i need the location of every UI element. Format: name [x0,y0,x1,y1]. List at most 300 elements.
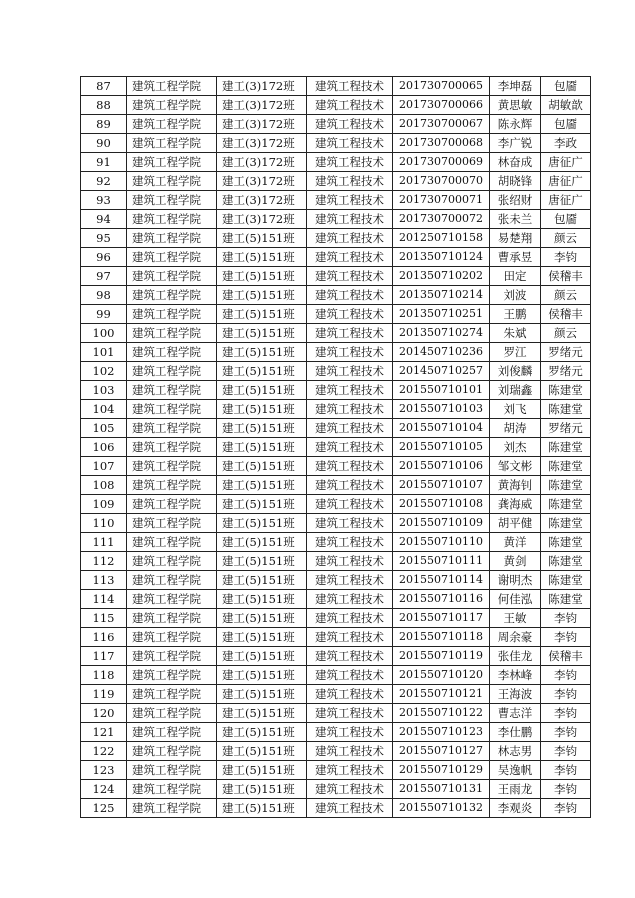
tutor-cell: 侯稽丰 [541,267,591,286]
row-number-cell: 108 [81,476,127,495]
table-row [81,305,591,324]
tutor-cell: 陈建堂 [541,476,591,495]
tutor-cell: 李政 [541,134,591,153]
row-number-cell: 121 [81,723,127,742]
table-row [81,685,591,704]
row-number-cell: 113 [81,571,127,590]
tutor-cell: 陈建堂 [541,590,591,609]
student-id-cell: 201550710118 [393,628,490,647]
student-id-cell: 201550710107 [393,476,490,495]
class-cell: 建工(5)151班 [217,742,307,761]
college-cell: 建筑工程学院 [127,476,217,495]
tutor-cell: 罗绪元 [541,362,591,381]
major-cell: 建筑工程技术 [307,96,393,115]
major-cell: 建筑工程技术 [307,153,393,172]
tutor-cell: 侯稽丰 [541,647,591,666]
row-number-cell: 105 [81,419,127,438]
table-row [81,419,591,438]
student-id-cell: 201550710103 [393,400,490,419]
student-id-cell: 201350710214 [393,286,490,305]
tutor-cell: 陈建堂 [541,438,591,457]
college-cell: 建筑工程学院 [127,438,217,457]
class-cell: 建工(3)172班 [217,134,307,153]
college-cell: 建筑工程学院 [127,761,217,780]
class-cell: 建工(5)151班 [217,476,307,495]
student-name-cell: 李坤磊 [490,77,541,96]
row-number-cell: 120 [81,704,127,723]
student-name-cell: 李林峰 [490,666,541,685]
roster-table-body [81,77,591,818]
student-name-cell: 何佳泓 [490,590,541,609]
class-cell: 建工(5)151班 [217,438,307,457]
table-row [81,153,591,172]
row-number-cell: 106 [81,438,127,457]
student-id-cell: 201550710114 [393,571,490,590]
major-cell: 建筑工程技术 [307,438,393,457]
college-cell: 建筑工程学院 [127,172,217,191]
student-name-cell: 刘杰 [490,438,541,457]
tutor-cell: 唐征广 [541,153,591,172]
class-cell: 建工(5)151班 [217,799,307,818]
class-cell: 建工(5)151班 [217,267,307,286]
student-id-cell: 201730700071 [393,191,490,210]
student-name-cell: 田定 [490,267,541,286]
student-name-cell: 朱斌 [490,324,541,343]
class-cell: 建工(3)172班 [217,153,307,172]
student-name-cell: 曹志洋 [490,704,541,723]
row-number-cell: 90 [81,134,127,153]
student-name-cell: 黄海钊 [490,476,541,495]
student-name-cell: 黄思敏 [490,96,541,115]
student-name-cell: 胡涛 [490,419,541,438]
student-id-cell: 201550710121 [393,685,490,704]
major-cell: 建筑工程技术 [307,343,393,362]
table-row [81,571,591,590]
major-cell: 建筑工程技术 [307,742,393,761]
student-id-cell: 201730700065 [393,77,490,96]
student-id-cell: 201550710105 [393,438,490,457]
college-cell: 建筑工程学院 [127,343,217,362]
tutor-cell: 李钧 [541,685,591,704]
major-cell: 建筑工程技术 [307,799,393,818]
student-name-cell: 王海波 [490,685,541,704]
tutor-cell: 罗绪元 [541,343,591,362]
major-cell: 建筑工程技术 [307,115,393,134]
major-cell: 建筑工程技术 [307,666,393,685]
row-number-cell: 98 [81,286,127,305]
class-cell: 建工(5)151班 [217,324,307,343]
student-id-cell: 201450710236 [393,343,490,362]
major-cell: 建筑工程技术 [307,381,393,400]
college-cell: 建筑工程学院 [127,571,217,590]
college-cell: 建筑工程学院 [127,457,217,476]
tutor-cell: 侯稽丰 [541,305,591,324]
class-cell: 建工(5)151班 [217,666,307,685]
tutor-cell: 李钧 [541,704,591,723]
student-name-cell: 曹承昱 [490,248,541,267]
class-cell: 建工(5)151班 [217,780,307,799]
class-cell: 建工(5)151班 [217,647,307,666]
class-cell: 建工(5)151班 [217,381,307,400]
class-cell: 建工(3)172班 [217,172,307,191]
table-row [81,229,591,248]
table-row [81,742,591,761]
college-cell: 建筑工程学院 [127,533,217,552]
major-cell: 建筑工程技术 [307,761,393,780]
student-id-cell: 201550710122 [393,704,490,723]
class-cell: 建工(5)151班 [217,533,307,552]
table-row [81,96,591,115]
table-row [81,343,591,362]
table-row [81,191,591,210]
table-row [81,115,591,134]
major-cell: 建筑工程技术 [307,362,393,381]
class-cell: 建工(5)151班 [217,761,307,780]
student-id-cell: 201550710120 [393,666,490,685]
class-cell: 建工(3)172班 [217,115,307,134]
college-cell: 建筑工程学院 [127,229,217,248]
student-id-cell: 201550710132 [393,799,490,818]
college-cell: 建筑工程学院 [127,628,217,647]
college-cell: 建筑工程学院 [127,286,217,305]
student-id-cell: 201550710123 [393,723,490,742]
major-cell: 建筑工程技术 [307,590,393,609]
college-cell: 建筑工程学院 [127,210,217,229]
table-row [81,647,591,666]
row-number-cell: 89 [81,115,127,134]
tutor-cell: 颜云 [541,229,591,248]
student-id-cell: 201550710127 [393,742,490,761]
major-cell: 建筑工程技术 [307,134,393,153]
student-id-cell: 201550710111 [393,552,490,571]
college-cell: 建筑工程学院 [127,685,217,704]
major-cell: 建筑工程技术 [307,495,393,514]
table-row [81,286,591,305]
college-cell: 建筑工程学院 [127,324,217,343]
row-number-cell: 88 [81,96,127,115]
table-row [81,495,591,514]
row-number-cell: 117 [81,647,127,666]
student-id-cell: 201450710257 [393,362,490,381]
student-name-cell: 李观炎 [490,799,541,818]
class-cell: 建工(5)151班 [217,305,307,324]
tutor-cell: 李钧 [541,742,591,761]
class-cell: 建工(5)151班 [217,495,307,514]
table-row [81,438,591,457]
student-id-cell: 201550710129 [393,761,490,780]
row-number-cell: 93 [81,191,127,210]
student-name-cell: 罗江 [490,343,541,362]
table-row [81,533,591,552]
table-row [81,324,591,343]
row-number-cell: 111 [81,533,127,552]
college-cell: 建筑工程学院 [127,552,217,571]
table-row [81,761,591,780]
row-number-cell: 91 [81,153,127,172]
class-cell: 建工(3)172班 [217,96,307,115]
major-cell: 建筑工程技术 [307,704,393,723]
class-cell: 建工(3)172班 [217,210,307,229]
class-cell: 建工(5)151班 [217,609,307,628]
college-cell: 建筑工程学院 [127,96,217,115]
tutor-cell: 陈建堂 [541,533,591,552]
college-cell: 建筑工程学院 [127,780,217,799]
row-number-cell: 100 [81,324,127,343]
college-cell: 建筑工程学院 [127,723,217,742]
table-row [81,248,591,267]
row-number-cell: 102 [81,362,127,381]
row-number-cell: 118 [81,666,127,685]
tutor-cell: 李钧 [541,780,591,799]
major-cell: 建筑工程技术 [307,267,393,286]
tutor-cell: 李钧 [541,723,591,742]
table-row [81,552,591,571]
tutor-cell: 颜云 [541,286,591,305]
tutor-cell: 唐征广 [541,191,591,210]
row-number-cell: 101 [81,343,127,362]
major-cell: 建筑工程技术 [307,229,393,248]
class-cell: 建工(5)151班 [217,400,307,419]
college-cell: 建筑工程学院 [127,799,217,818]
student-name-cell: 王敏 [490,609,541,628]
table-row [81,590,591,609]
row-number-cell: 107 [81,457,127,476]
major-cell: 建筑工程技术 [307,533,393,552]
student-name-cell: 林志男 [490,742,541,761]
table-row [81,628,591,647]
table-row [81,799,591,818]
major-cell: 建筑工程技术 [307,324,393,343]
student-name-cell: 王雨龙 [490,780,541,799]
student-id-cell: 201730700070 [393,172,490,191]
tutor-cell: 李钧 [541,248,591,267]
tutor-cell: 罗绪元 [541,419,591,438]
row-number-cell: 110 [81,514,127,533]
student-id-cell: 201250710158 [393,229,490,248]
class-cell: 建工(5)151班 [217,343,307,362]
row-number-cell: 99 [81,305,127,324]
student-roster-table [80,76,591,818]
table-row [81,514,591,533]
table-row [81,609,591,628]
student-id-cell: 201350710124 [393,248,490,267]
major-cell: 建筑工程技术 [307,77,393,96]
tutor-cell: 李钧 [541,799,591,818]
college-cell: 建筑工程学院 [127,495,217,514]
major-cell: 建筑工程技术 [307,191,393,210]
student-id-cell: 201550710109 [393,514,490,533]
college-cell: 建筑工程学院 [127,647,217,666]
student-name-cell: 刘俊麟 [490,362,541,381]
row-number-cell: 119 [81,685,127,704]
student-name-cell: 周余豪 [490,628,541,647]
class-cell: 建工(5)151班 [217,362,307,381]
college-cell: 建筑工程学院 [127,590,217,609]
student-id-cell: 201550710108 [393,495,490,514]
tutor-cell: 陈建堂 [541,457,591,476]
student-id-cell: 201350710202 [393,267,490,286]
tutor-cell: 颜云 [541,324,591,343]
major-cell: 建筑工程技术 [307,647,393,666]
table-row [81,723,591,742]
student-name-cell: 张绍财 [490,191,541,210]
student-id-cell: 201730700072 [393,210,490,229]
student-id-cell: 201730700067 [393,115,490,134]
student-id-cell: 201350710274 [393,324,490,343]
tutor-cell: 陈建堂 [541,571,591,590]
college-cell: 建筑工程学院 [127,267,217,286]
student-name-cell: 龚海威 [490,495,541,514]
row-number-cell: 112 [81,552,127,571]
major-cell: 建筑工程技术 [307,552,393,571]
row-number-cell: 109 [81,495,127,514]
tutor-cell: 包靥 [541,77,591,96]
table-row [81,172,591,191]
class-cell: 建工(5)151班 [217,723,307,742]
major-cell: 建筑工程技术 [307,628,393,647]
college-cell: 建筑工程学院 [127,742,217,761]
college-cell: 建筑工程学院 [127,381,217,400]
student-name-cell: 邹文彬 [490,457,541,476]
major-cell: 建筑工程技术 [307,571,393,590]
major-cell: 建筑工程技术 [307,400,393,419]
college-cell: 建筑工程学院 [127,305,217,324]
student-name-cell: 王鹏 [490,305,541,324]
major-cell: 建筑工程技术 [307,476,393,495]
row-number-cell: 97 [81,267,127,286]
class-cell: 建工(5)151班 [217,419,307,438]
major-cell: 建筑工程技术 [307,172,393,191]
student-name-cell: 陈永辉 [490,115,541,134]
tutor-cell: 唐征广 [541,172,591,191]
tutor-cell: 李钧 [541,666,591,685]
row-number-cell: 115 [81,609,127,628]
student-name-cell: 李仕鹏 [490,723,541,742]
tutor-cell: 陈建堂 [541,514,591,533]
major-cell: 建筑工程技术 [307,286,393,305]
row-number-cell: 96 [81,248,127,267]
table-row [81,704,591,723]
class-cell: 建工(5)151班 [217,286,307,305]
row-number-cell: 87 [81,77,127,96]
class-cell: 建工(5)151班 [217,229,307,248]
student-name-cell: 李广锐 [490,134,541,153]
major-cell: 建筑工程技术 [307,248,393,267]
class-cell: 建工(5)151班 [217,248,307,267]
student-name-cell: 黄洋 [490,533,541,552]
class-cell: 建工(5)151班 [217,628,307,647]
class-cell: 建工(3)172班 [217,77,307,96]
row-number-cell: 122 [81,742,127,761]
row-number-cell: 124 [81,780,127,799]
student-id-cell: 201550710106 [393,457,490,476]
major-cell: 建筑工程技术 [307,685,393,704]
table-row [81,780,591,799]
row-number-cell: 116 [81,628,127,647]
class-cell: 建工(5)151班 [217,552,307,571]
major-cell: 建筑工程技术 [307,210,393,229]
student-id-cell: 201550710101 [393,381,490,400]
major-cell: 建筑工程技术 [307,609,393,628]
class-cell: 建工(3)172班 [217,191,307,210]
student-id-cell: 201550710117 [393,609,490,628]
tutor-cell: 李钧 [541,761,591,780]
table-row [81,400,591,419]
class-cell: 建工(5)151班 [217,704,307,723]
student-name-cell: 张佳龙 [490,647,541,666]
college-cell: 建筑工程学院 [127,115,217,134]
class-cell: 建工(5)151班 [217,590,307,609]
student-id-cell: 201550710131 [393,780,490,799]
row-number-cell: 95 [81,229,127,248]
student-name-cell: 胡平健 [490,514,541,533]
table-row [81,267,591,286]
college-cell: 建筑工程学院 [127,362,217,381]
row-number-cell: 104 [81,400,127,419]
college-cell: 建筑工程学院 [127,704,217,723]
major-cell: 建筑工程技术 [307,457,393,476]
table-row [81,476,591,495]
class-cell: 建工(5)151班 [217,457,307,476]
tutor-cell: 李钧 [541,609,591,628]
student-name-cell: 黄剑 [490,552,541,571]
tutor-cell: 陈建堂 [541,552,591,571]
class-cell: 建工(5)151班 [217,514,307,533]
major-cell: 建筑工程技术 [307,780,393,799]
table-row [81,134,591,153]
student-id-cell: 201550710116 [393,590,490,609]
student-name-cell: 刘飞 [490,400,541,419]
table-row [81,210,591,229]
table-row [81,381,591,400]
tutor-cell: 陈建堂 [541,400,591,419]
student-id-cell: 201550710110 [393,533,490,552]
major-cell: 建筑工程技术 [307,305,393,324]
major-cell: 建筑工程技术 [307,514,393,533]
student-name-cell: 吴逸帆 [490,761,541,780]
college-cell: 建筑工程学院 [127,248,217,267]
college-cell: 建筑工程学院 [127,514,217,533]
row-number-cell: 94 [81,210,127,229]
college-cell: 建筑工程学院 [127,419,217,438]
row-number-cell: 114 [81,590,127,609]
row-number-cell: 125 [81,799,127,818]
student-name-cell: 胡晓锋 [490,172,541,191]
college-cell: 建筑工程学院 [127,134,217,153]
major-cell: 建筑工程技术 [307,723,393,742]
college-cell: 建筑工程学院 [127,77,217,96]
major-cell: 建筑工程技术 [307,419,393,438]
college-cell: 建筑工程学院 [127,609,217,628]
student-name-cell: 张未兰 [490,210,541,229]
tutor-cell: 胡敏歆 [541,96,591,115]
student-id-cell: 201730700068 [393,134,490,153]
tutor-cell: 包靥 [541,210,591,229]
student-name-cell: 刘波 [490,286,541,305]
college-cell: 建筑工程学院 [127,153,217,172]
student-name-cell: 刘瑞鑫 [490,381,541,400]
student-name-cell: 谢明杰 [490,571,541,590]
table-row [81,362,591,381]
college-cell: 建筑工程学院 [127,400,217,419]
row-number-cell: 92 [81,172,127,191]
tutor-cell: 陈建堂 [541,495,591,514]
tutor-cell: 李钧 [541,628,591,647]
student-name-cell: 易楚翔 [490,229,541,248]
tutor-cell: 包靥 [541,115,591,134]
table-row [81,77,591,96]
class-cell: 建工(5)151班 [217,571,307,590]
